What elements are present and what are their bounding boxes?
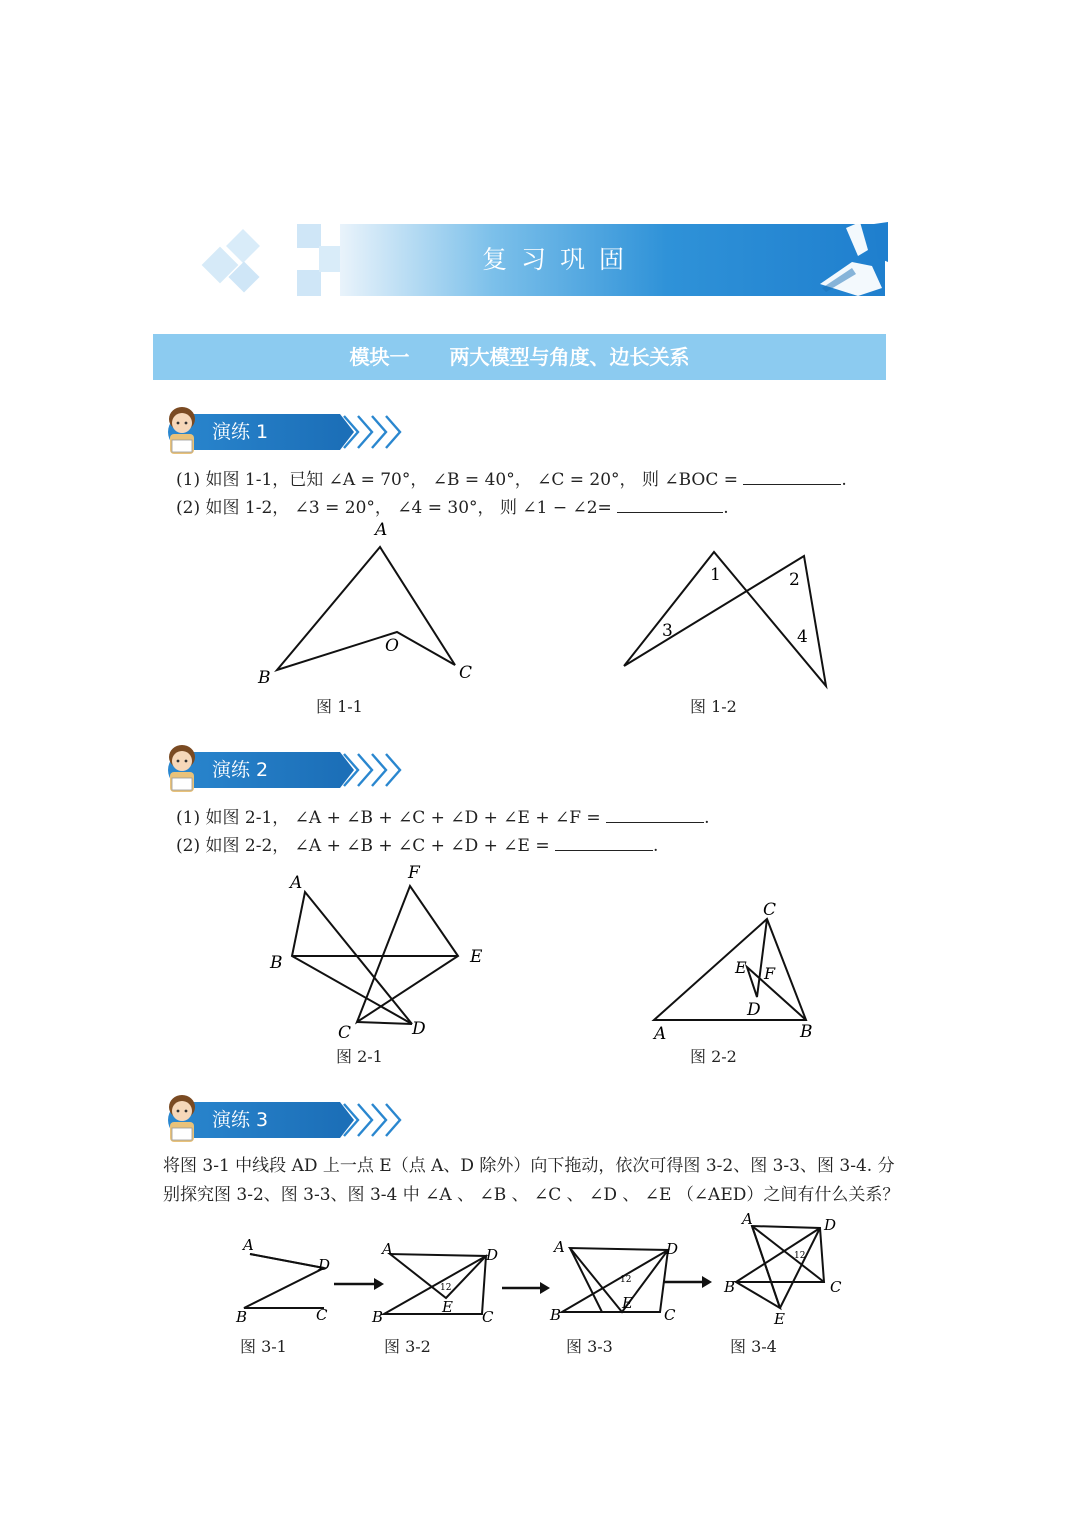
figure-shape bbox=[277, 547, 455, 670]
question-text: (2) 如图 2-2， ∠A + ∠B + ∠C + ∠D + ∠E = bbox=[176, 836, 555, 856]
question-1-1: (1) 如图 1-1，已知 ∠A = 70°， ∠B = 40°， ∠C = 20°， 则 ∠BOC = . bbox=[176, 466, 847, 494]
label-2: 2 bbox=[789, 570, 800, 590]
figure-2-2 bbox=[640, 895, 840, 1045]
label-b: B bbox=[550, 1306, 562, 1324]
arrow-right-icon bbox=[502, 1282, 550, 1294]
practice-label: 演练 1 bbox=[212, 421, 269, 443]
answer-blank bbox=[555, 832, 653, 851]
banner-title: 复习巩固 bbox=[481, 245, 638, 274]
label-d: D bbox=[412, 1019, 426, 1039]
caption-3-1: 图 3-1 bbox=[240, 1337, 287, 1356]
label-e: E bbox=[470, 947, 483, 967]
answer-blank bbox=[743, 466, 841, 485]
label-12: 12 bbox=[440, 1283, 452, 1293]
chevrons-icon bbox=[340, 748, 402, 792]
arrow-right-icon bbox=[334, 1278, 384, 1290]
caption-3-2: 图 3-2 bbox=[384, 1337, 431, 1356]
answer-blank bbox=[606, 804, 704, 823]
figure-3-4 bbox=[723, 1210, 842, 1328]
triangle-acb bbox=[654, 919, 806, 1020]
label-f: F bbox=[408, 863, 420, 883]
label-b: B bbox=[258, 668, 271, 688]
label-b: B bbox=[372, 1308, 384, 1326]
banner bbox=[0, 0, 1080, 320]
kid-reading-icon bbox=[160, 742, 204, 796]
answer-blank bbox=[617, 494, 723, 513]
arrow-right-icon bbox=[664, 1276, 712, 1288]
label-1: 1 bbox=[710, 565, 721, 585]
problem-3-line-1: 将图 3-1 中线段 AD 上一点 E（点 A、D 除外）向下拖动，依次可得图 3-2、图 3-3、图 3-4. 分 bbox=[163, 1156, 895, 1176]
figure-2-1 bbox=[260, 860, 500, 1045]
label-a: A bbox=[654, 1024, 667, 1044]
figure-1-1 bbox=[250, 515, 490, 690]
label-d: D bbox=[747, 1000, 761, 1020]
practice-label: 演练 2 bbox=[212, 759, 269, 781]
label-a: A bbox=[742, 1210, 753, 1228]
practice-heading-3 bbox=[160, 1092, 400, 1146]
figure-3-sequence bbox=[228, 1208, 868, 1336]
label-d: D bbox=[666, 1240, 679, 1258]
caption-1-1: 图 1-1 bbox=[316, 697, 363, 716]
kid-reading-icon bbox=[160, 404, 204, 458]
figure-3-3 bbox=[549, 1238, 678, 1324]
segment-cd bbox=[357, 1022, 412, 1024]
banner-decoration-diamonds bbox=[195, 222, 345, 302]
label-c: C bbox=[664, 1306, 676, 1324]
label-b: B bbox=[270, 953, 283, 973]
label-c: C bbox=[482, 1308, 494, 1326]
practice-heading-2 bbox=[160, 742, 400, 796]
caption-3-4: 图 3-4 bbox=[730, 1337, 777, 1356]
label-c: C bbox=[338, 1023, 352, 1043]
question-text: (2) 如图 1-2， ∠3 = 20°， ∠4 = 30°， 则 ∠1 − ∠2= bbox=[176, 498, 618, 518]
label-3: 3 bbox=[662, 621, 673, 641]
label-4: 4 bbox=[797, 627, 808, 647]
label-a: A bbox=[382, 1240, 393, 1258]
module-title: 模块一 两大模型与角度、边长关系 bbox=[349, 345, 690, 369]
label-a: A bbox=[554, 1238, 565, 1256]
caption-3-3: 图 3-3 bbox=[566, 1337, 613, 1356]
label-d: D bbox=[824, 1216, 837, 1234]
label-e: E bbox=[774, 1310, 785, 1328]
question-1-2: (2) 如图 1-2， ∠3 = 20°， ∠4 = 30°， 则 ∠1 − ∠2= . bbox=[176, 494, 729, 522]
question-text: (1) 如图 1-1，已知 ∠A = 70°， ∠B = 40°， ∠C = 20°， 则 ∠BOC = bbox=[176, 470, 744, 490]
triangle-abd bbox=[292, 892, 412, 1024]
chevrons-icon bbox=[340, 410, 402, 454]
kid-reading-icon bbox=[160, 1092, 204, 1146]
figure-3-2 bbox=[371, 1240, 498, 1326]
label-b: B bbox=[800, 1022, 813, 1042]
label-b: B bbox=[724, 1278, 736, 1296]
figure-1-2 bbox=[610, 540, 840, 695]
label-a: A bbox=[243, 1236, 254, 1254]
label-o: O bbox=[385, 636, 399, 656]
question-text: (1) 如图 2-1， ∠A + ∠B + ∠C + ∠D + ∠E + ∠F = bbox=[176, 808, 607, 828]
question-2-2: (2) 如图 2-2， ∠A + ∠B + ∠C + ∠D + ∠E = . bbox=[176, 832, 658, 860]
label-d: D bbox=[486, 1246, 499, 1264]
label-a: A bbox=[375, 520, 388, 540]
label-d: D bbox=[318, 1256, 331, 1274]
practice-label: 演练 3 bbox=[212, 1109, 269, 1131]
label-12: 12 bbox=[794, 1251, 806, 1261]
label-c: C bbox=[763, 900, 777, 920]
label-12: 12 bbox=[620, 1275, 632, 1285]
label-b: B bbox=[236, 1308, 248, 1326]
caption-2-2: 图 2-2 bbox=[690, 1047, 737, 1066]
practice-heading-1 bbox=[160, 404, 400, 458]
label-f: F bbox=[764, 964, 776, 983]
figure-3-1 bbox=[235, 1236, 330, 1326]
label-e: E bbox=[735, 958, 747, 977]
pen-icon bbox=[812, 222, 888, 304]
label-e: E bbox=[442, 1298, 453, 1316]
caption-1-2: 图 1-2 bbox=[690, 697, 737, 716]
chevrons-icon bbox=[340, 1098, 402, 1142]
caption-2-1: 图 2-1 bbox=[336, 1047, 383, 1066]
label-c: C bbox=[459, 663, 473, 683]
question-2-1: (1) 如图 2-1， ∠A + ∠B + ∠C + ∠D + ∠E + ∠F = . bbox=[176, 804, 709, 832]
label-c: C bbox=[830, 1278, 842, 1296]
label-a: A bbox=[290, 873, 303, 893]
label-c: C bbox=[316, 1306, 328, 1324]
label-e: E bbox=[622, 1294, 633, 1312]
problem-3-line-2: 别探究图 3-2、图 3-3、图 3-4 中 ∠A 、 ∠B 、 ∠C 、 ∠D 、 ∠E （∠AED）之间有什么关系？ bbox=[163, 1185, 900, 1205]
